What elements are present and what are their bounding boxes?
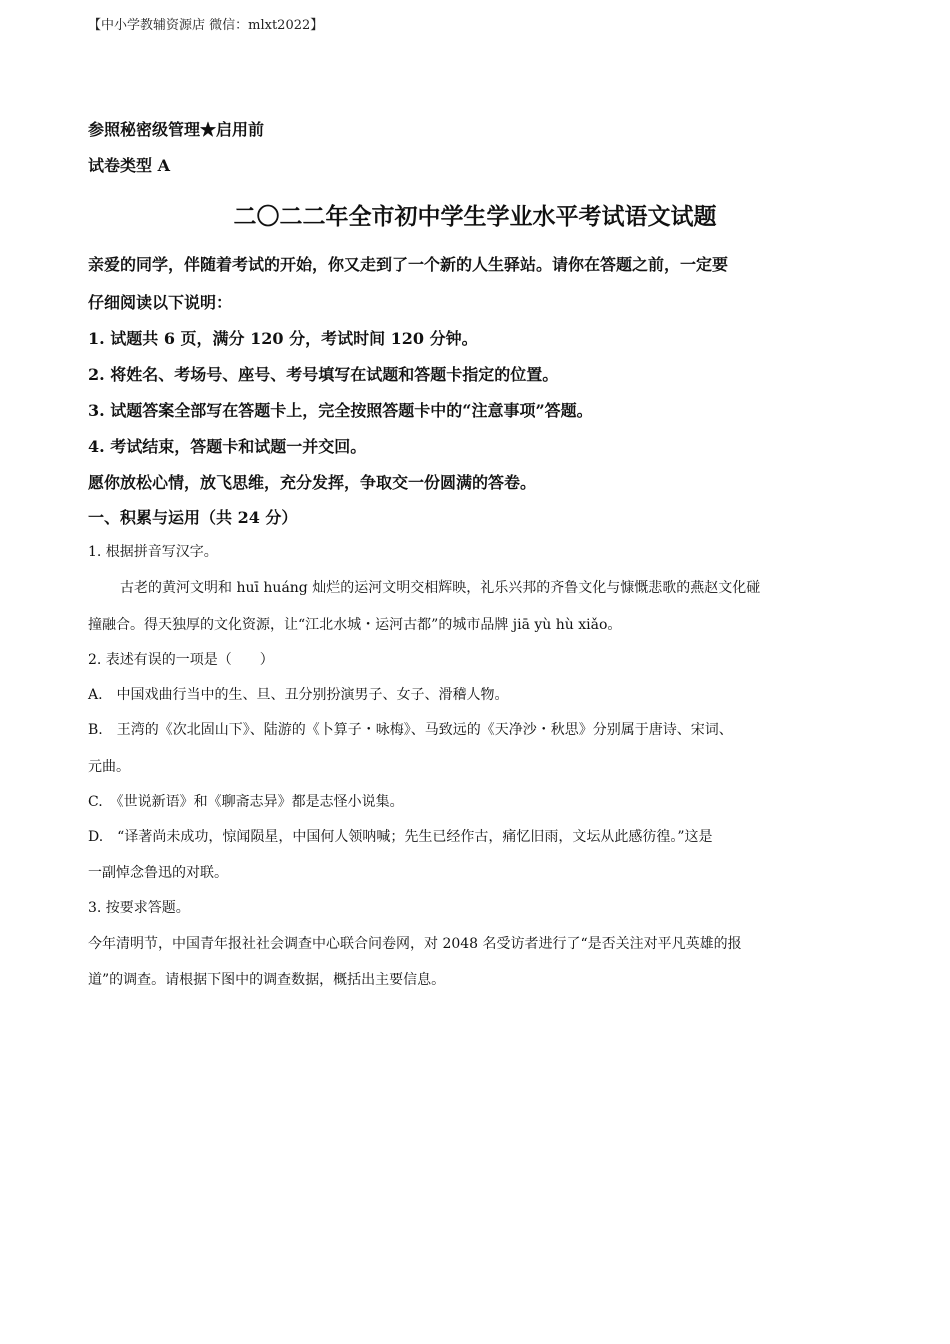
- instructions-wish: 愿你放松心情，放飞思维，充分发挥，争取交一份圆满的答卷。: [88, 473, 537, 492]
- question-2-option-c: C. 《世说新语》和《聊斋志异》都是志怪小说集。: [88, 794, 404, 810]
- watermark: 【中小学教辅资源店 微信：mlxt2022】: [88, 18, 324, 33]
- question-2-stem: 2. 表述有误的一项是（ ）: [88, 652, 274, 668]
- instruction-item-2: 2. 将姓名、考场号、座号、考号填写在试题和答题卡指定的位置。: [88, 365, 559, 384]
- question-3-passage-line2: 道”的调查。请根据下图中的调查数据，概括出主要信息。: [88, 972, 446, 988]
- instructions-greeting-line2: 仔细阅读以下说明：: [88, 293, 233, 312]
- secret-level: 参照秘密级管理★启用前: [88, 120, 265, 139]
- instructions-greeting-line1: 亲爱的同学，伴随着考试的开始，你又走到了一个新的人生驿站。请你在答题之前，一定要: [88, 255, 729, 274]
- question-1-passage-line2: 撞融合。得天独厚的文化资源，让“江北水城・运河古都”的城市品牌 jiā yù hù xiǎo。: [88, 617, 622, 633]
- question-2-option-d-line2: 一副悼念鲁迅的对联。: [88, 865, 228, 881]
- question-2-option-a: A. 中国戏曲行当中的生、旦、丑分别扮演男子、女子、滑稽人物。: [88, 687, 509, 703]
- page-title: 二〇二二年全市初中学生学业水平考试语文试题: [233, 203, 717, 230]
- question-2-option-b-line2: 元曲。: [88, 759, 130, 775]
- section-heading: 一、积累与运用（共 24 分）: [88, 508, 298, 527]
- instruction-item-4: 4. 考试结束，答题卡和试题一并交回。: [88, 437, 367, 456]
- question-3-passage-line1: 今年清明节，中国青年报社社会调查中心联合问卷网，对 2048 名受访者进行了“是否关注对平凡英雄的报: [88, 936, 742, 952]
- paper-type: 试卷类型 A: [88, 156, 170, 175]
- question-3-stem: 3. 按要求答题。: [88, 900, 190, 916]
- instruction-item-1: 1. 试题共 6 页，满分 120 分，考试时间 120 分钟。: [88, 329, 478, 348]
- question-2-option-b-line1: B. 王湾的《次北固山下》、陆游的《卜算子・咏梅》、马致远的《天净沙・秋思》分别属于唐诗、宋词、: [88, 722, 733, 738]
- question-1-stem: 1. 根据拼音写汉字。: [88, 544, 218, 560]
- question-2-option-d-line1: D. “译著尚未成功，惊闻陨星，中国何人领呐喊；先生已经作古，痛忆旧雨，文坛从此感彷徨。”这是: [88, 829, 713, 845]
- instruction-item-3: 3. 试题答案全部写在答题卡上，完全按照答题卡中的“注意事项”答题。: [88, 401, 593, 420]
- question-1-passage-line1: 古老的黄河文明和 huī huáng 灿烂的运河文明交相辉映，礼乐兴邦的齐鲁文化与慷慨悲歌的燕赵文化碰: [120, 580, 761, 596]
